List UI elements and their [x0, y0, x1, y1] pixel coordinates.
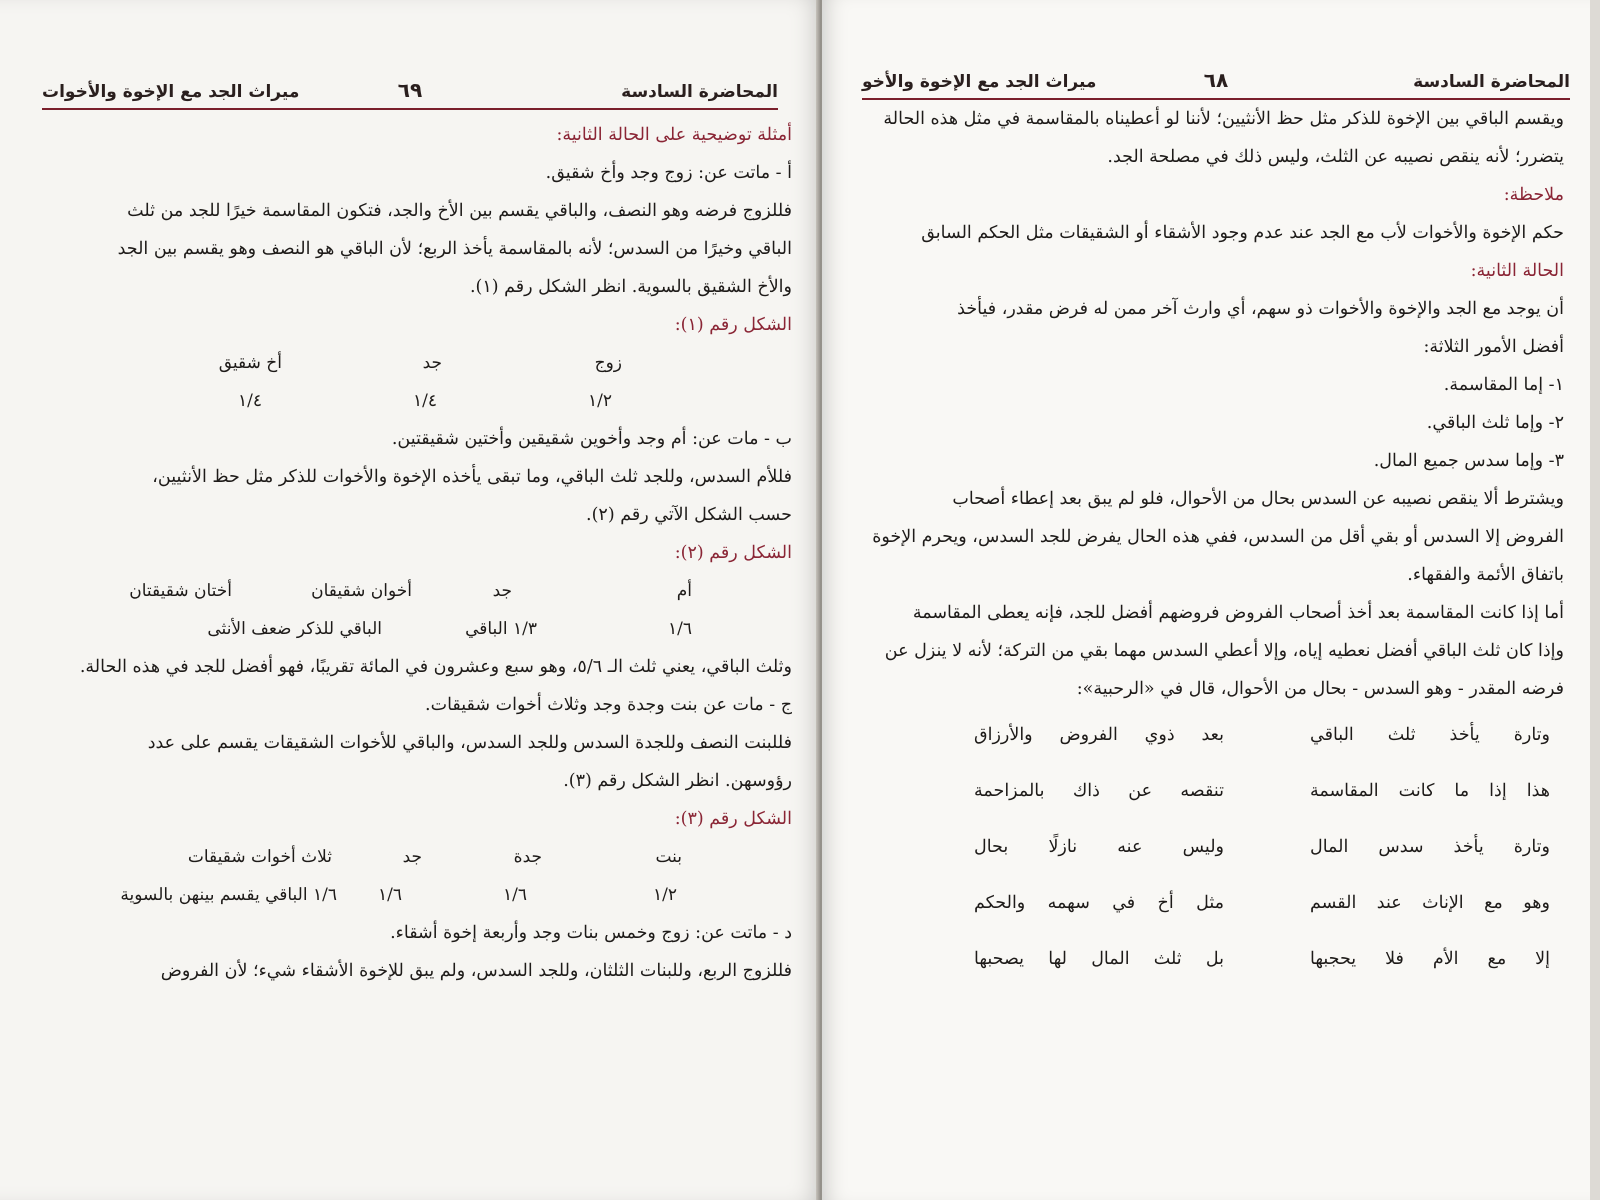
list-item: ٢- وإما ثلث الباقي.: [1426, 413, 1564, 433]
share-value: ١/٣ الباقي: [465, 619, 537, 639]
heir-label: زوج: [594, 353, 622, 373]
page-number: ٦٩: [397, 78, 423, 102]
page-body: [856, 100, 1564, 1008]
share-value: ١/٦: [668, 619, 692, 639]
share-value: ١/٦ الباقي يقسم بينهن بالسوية: [120, 885, 337, 905]
heir-label: ثلاث أخوات شقيقات: [187, 847, 332, 867]
text-line: ويشترط ألا ينقص نصيبه عن السدس بحال من الأحوال، فلو لم يبق بعد إعطاء أصحاب: [952, 489, 1564, 509]
text-line: وثلث الباقي، يعني ثلث الـ ٥/٦، وهو سبع وعشرون في المائة تقريبًا، فهو أفضل للجد في هذه الحالة.: [79, 657, 792, 677]
page-number: ٦٨: [1203, 68, 1229, 92]
share-value: ١/٦: [503, 885, 527, 905]
heir-label: أخ شقيق: [218, 353, 282, 373]
heir-label: جدة: [513, 847, 542, 867]
share-value: الباقي للذكر ضعف الأنثى: [207, 619, 382, 639]
verse-first-hemistich: وهو مع الإناث عند القسم: [1310, 893, 1550, 913]
text-line: د - ماتت عن: زوج وخمس بنات وجد وأربعة إخوة أشقاء.: [390, 923, 792, 943]
heir-label: أم: [676, 581, 692, 601]
text-line: ج - مات عن بنت وجدة وجد وثلاث أخوات شقيقات.: [425, 695, 792, 715]
verse-first-hemistich: إلا مع الأم فلا يحجبها: [1310, 949, 1550, 969]
heir-label: بنت: [655, 847, 682, 867]
text-line: فللزوج الربع، وللبنات الثلثان، وللجد السدس، ولم يبق للإخوة الأشقاء شيء؛ لأن الفروض: [160, 961, 792, 981]
figure-caption: الشكل رقم (٣):: [674, 809, 792, 829]
text-line: ب - مات عن: أم وجد وأخوين شقيقين وأختين شقيقتين.: [391, 429, 792, 449]
heir-label: جد: [492, 581, 512, 601]
section-heading: الحالة الثانية:: [1470, 261, 1564, 281]
heir-label: أخوان شقيقان: [311, 581, 412, 601]
heir-label: أختان شقيقتان: [129, 581, 232, 601]
figure-3-table: [40, 838, 792, 914]
page-header: [862, 40, 1570, 100]
text-line: رؤوسهن. انظر الشكل رقم (٣).: [563, 771, 792, 791]
verse-second-hemistich: مثل أخ في سهمه والحكم: [974, 893, 1224, 913]
text-line: أفضل الأمور الثلاثة:: [1423, 337, 1564, 357]
page-68: [822, 0, 1600, 1200]
verse-second-hemistich: وليس عنه نازلًا بحال: [974, 837, 1224, 857]
verse-second-hemistich: بعد ذوي الفروض والأرزاق: [974, 725, 1224, 745]
page-header: [42, 50, 778, 110]
list-item: ١- إما المقاسمة.: [1443, 375, 1564, 395]
rahbiyya-poem: [856, 708, 1564, 1008]
topic-title: ميراث الجد مع الإخوة والأخو: [862, 72, 1097, 92]
text-line: الفروض إلا السدس أو بقي أقل من السدس، ففي هذه الحال يفرض للجد السدس، ويحرم الإخوة: [872, 527, 1564, 547]
verse-second-hemistich: بل ثلث المال لها يصحبها: [974, 949, 1224, 969]
text-line: حسب الشكل الآتي رقم (٢).: [586, 505, 792, 525]
text-line: يتضرر؛ لأنه ينقص نصيبه عن الثلث، وليس ذلك في مصلحة الجد.: [1107, 147, 1564, 167]
chapter-title: المحاضرة السادسة: [1413, 72, 1570, 92]
text-line: أما إذا كانت المقاسمة بعد أخذ أصحاب الفروض فروضهم أفضل للجد، فإنه يعطى المقاسمة: [912, 603, 1564, 623]
list-item: ٣- وإما سدس جميع المال.: [1373, 451, 1564, 471]
heir-label: جد: [402, 847, 422, 867]
figure-1-table: [40, 344, 792, 420]
figure-caption: الشكل رقم (١):: [674, 315, 792, 335]
topic-title: ميراث الجد مع الإخوة والأخوات: [42, 82, 300, 102]
heir-label: جد: [422, 353, 442, 373]
text-line: باتفاق الأئمة والفقهاء.: [1407, 565, 1564, 585]
text-line: وإذا كان ثلث الباقي أفضل نعطيه إياه، وإلا أعطي السدس مهما بقي من التركة؛ لأنه لا ينزل عن: [884, 641, 1564, 661]
share-value: ١/٦: [378, 885, 402, 905]
text-line: والأخ الشقيق بالسوية. انظر الشكل رقم (١).: [469, 277, 792, 297]
text-line: حكم الإخوة والأخوات لأب مع الجد عند عدم وجود الأشقاء أو الشقيقات مثل الحكم السابق: [921, 223, 1564, 243]
share-value: ١/٢: [653, 885, 677, 905]
verse-second-hemistich: تنقصه عن ذاك بالمزاحمة: [974, 781, 1224, 801]
share-value: ١/٤: [238, 391, 262, 411]
section-heading: أمثلة توضيحية على الحالة الثانية:: [556, 125, 792, 145]
page-edge: [1590, 0, 1600, 1200]
text-line: فللبنت النصف وللجدة السدس وللجد السدس، والباقي للأخوات الشقيقات يقسم على عدد: [147, 733, 792, 753]
page-body: [40, 116, 792, 990]
figure-2-table: [40, 572, 792, 648]
text-line: فرضه المقدر - وهو السدس - بحال من الأحوال، قال في «الرحبية»:: [1076, 679, 1564, 699]
share-value: ١/٢: [588, 391, 612, 411]
note-heading: ملاحظة:: [1503, 185, 1564, 205]
text-line: فللزوج فرضه وهو النصف، والباقي يقسم بين الأخ والجد، فتكون المقاسمة خيرًا للجد من ثلث: [127, 201, 792, 221]
verse-first-hemistich: وتارة يأخذ ثلث الباقي: [1310, 725, 1550, 745]
share-value: ١/٤: [413, 391, 437, 411]
text-line: أ - ماتت عن: زوج وجد وأخ شقيق.: [545, 163, 792, 183]
figure-caption: الشكل رقم (٢):: [674, 543, 792, 563]
verse-first-hemistich: وتارة يأخذ سدس المال: [1310, 837, 1550, 857]
text-line: الباقي وخيرًا من السدس؛ لأنه بالمقاسمة يأخذ الربع؛ لأن الباقي هو النصف وهو يقسم بين الجد: [117, 239, 792, 259]
verse-first-hemistich: هذا إذا ما كانت المقاسمة: [1310, 781, 1550, 801]
text-line: أن يوجد مع الجد والإخوة والأخوات ذو سهم، أي وارث آخر ممن له فرض مقدر، فيأخذ: [957, 299, 1564, 319]
text-line: ويقسم الباقي بين الإخوة للذكر مثل حظ الأنثيين؛ لأننا لو أعطيناه بالمقاسمة في مثل هذه الحالة: [883, 109, 1564, 129]
text-line: فللأم السدس، وللجد ثلث الباقي، وما تبقى يأخذه الإخوة والأخوات للذكر مثل حظ الأنثيين،: [152, 467, 792, 487]
chapter-title: المحاضرة السادسة: [621, 82, 778, 102]
